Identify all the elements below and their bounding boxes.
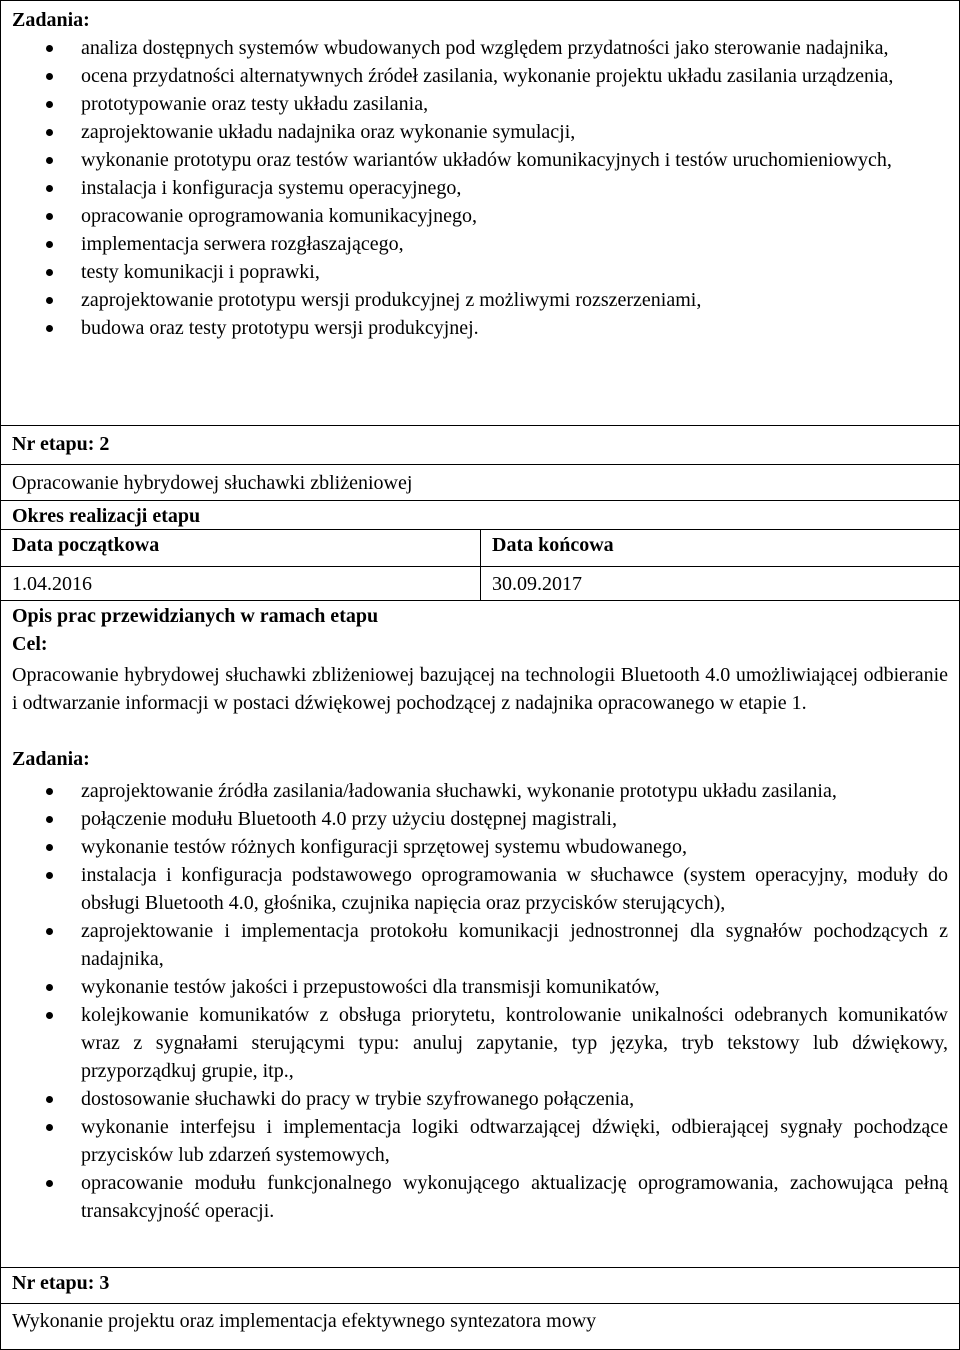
stage3-title-cell (0, 1303, 960, 1350)
list-item (12, 174, 948, 202)
stage1-tasks-heading: Zadania: (12, 9, 90, 31)
period-label: Okres realizacji etapu (12, 505, 201, 527)
stage2-title-cell (0, 464, 960, 501)
bullet-icon (46, 241, 53, 248)
stage3-number-cell (0, 1267, 960, 1304)
list-item (12, 118, 948, 146)
start-date-value-cell (0, 566, 481, 601)
list-item-text: instalacja i konfiguracja podstawowego oprogramowania w słuchawce (system operacyjny, moduły do obsługi Bluetooth 4.0, głośnika, czujnika napięcia oraz przycisków sterujących), (81, 864, 948, 914)
list-item-text: połączenie modułu Bluetooth 4.0 przy użyciu dostępnej magistrali, (81, 808, 617, 830)
list-item (12, 805, 948, 833)
start-date-value: 1.04.2016 (12, 573, 92, 595)
list-item (12, 1113, 948, 1169)
list-item (12, 1169, 948, 1225)
bullet-icon (46, 101, 53, 108)
stage2-description-cell (0, 600, 960, 1268)
bullet-icon (46, 984, 53, 991)
bullet-icon (46, 1180, 53, 1187)
list-item (12, 202, 948, 230)
list-item-text: opracowanie modułu funkcjonalnego wykonującego aktualizację oprogramowania, zachowująca pełną transakcyjność operacji. (81, 1172, 948, 1222)
list-item (12, 90, 948, 118)
list-item-text: wykonanie testów różnych konfiguracji sprzętowej systemu wbudowanego, (81, 836, 687, 858)
bullet-icon (46, 844, 53, 851)
end-date-value-cell (480, 566, 960, 601)
list-item-text: ocena przydatności alternatywnych źródeł zasilania, wykonanie projektu układu zasilania urządzenia, (81, 65, 894, 87)
start-date-label: Data początkowa (12, 534, 160, 556)
bullet-icon (46, 325, 53, 332)
list-item (12, 146, 948, 174)
bullet-icon (46, 213, 53, 220)
end-date-label: Data końcowa (492, 534, 614, 556)
goal-label: Cel: (12, 633, 48, 655)
list-item-text: wykonanie interfejsu i implementacja logiki odtwarzającej dźwięki, odbierającej sygnały pochodzące przycisków lub zdarzeń systemowych, (81, 1116, 948, 1166)
bullet-icon (46, 928, 53, 935)
list-item-text: kolejkowanie komunikatów z obsługa priorytetu, kontrolowanie unikalności odebranych komunikatów wraz z sygnałami sterującymi typu: anuluj zapytanie, typ języka, tryb tekstowy lub dźwiękowy, przyporządkuj grupie, itp., (81, 1004, 948, 1082)
list-item (12, 861, 948, 917)
bullet-icon (46, 872, 53, 879)
bullet-icon (46, 73, 53, 80)
list-item (12, 286, 948, 314)
end-date-value: 30.09.2017 (492, 573, 582, 595)
list-item-text: prototypowanie oraz testy układu zasilania, (81, 93, 429, 115)
list-item-text: zaprojektowanie układu nadajnika oraz wykonanie symulacji, (81, 121, 576, 143)
stage3-title: Wykonanie projektu oraz implementacja efektywnego syntezatora mowy (12, 1310, 597, 1332)
stage1-tasks-list (12, 34, 948, 342)
stage2-tasks-heading: Zadania: (12, 748, 90, 770)
bullet-icon (46, 297, 53, 304)
list-item (12, 34, 948, 62)
stage1-tasks-cell (0, 0, 960, 426)
list-item-text: wykonanie prototypu oraz testów wariantów układów komunikacyjnych i testów uruchomieniowych, (81, 149, 892, 171)
list-item-text: testy komunikacji i poprawki, (81, 261, 320, 283)
list-item-text: wykonanie testów jakości i przepustowości dla transmisji komunikatów, (81, 976, 660, 998)
list-item-text: zaprojektowanie i implementacja protokołu komunikacji jednostronnej dla sygnałów pochodzących z nadajnika, (81, 920, 948, 970)
bullet-icon (46, 45, 53, 52)
bullet-icon (46, 157, 53, 164)
bullet-icon (46, 788, 53, 795)
list-item-text: zaprojektowanie prototypu wersji produkcyjnej z możliwymi rozszerzeniami, (81, 289, 702, 311)
list-item (12, 314, 948, 342)
list-item-text: dostosowanie słuchawki do pracy w trybie szyfrowanego połączenia, (81, 1088, 635, 1110)
list-item (12, 62, 948, 90)
bullet-icon (46, 129, 53, 136)
list-item (12, 1001, 948, 1085)
bullet-icon (46, 1124, 53, 1131)
bullet-icon (46, 816, 53, 823)
list-item (12, 230, 948, 258)
description-heading: Opis prac przewidzianych w ramach etapu (12, 605, 379, 627)
bullet-icon (46, 185, 53, 192)
bullet-icon (46, 269, 53, 276)
list-item-text: opracowanie oprogramowania komunikacyjnego, (81, 205, 477, 227)
list-item (12, 973, 948, 1001)
start-date-header-cell (0, 529, 481, 567)
list-item-text: budowa oraz testy prototypu wersji produkcyjnej. (81, 317, 479, 339)
bullet-icon (46, 1012, 53, 1019)
stage2-title: Opracowanie hybrydowej słuchawki zbliżeniowej (12, 472, 413, 494)
list-item-text: implementacja serwera rozgłaszającego, (81, 233, 404, 255)
list-item (12, 917, 948, 973)
list-item-text: analiza dostępnych systemów wbudowanych pod względem przydatności jako sterowanie nadajnika, (81, 37, 889, 59)
end-date-header-cell (480, 529, 960, 567)
list-item (12, 777, 948, 805)
list-item (12, 1085, 948, 1113)
list-item-text: instalacja i konfiguracja systemu operacyjnego, (81, 177, 462, 199)
list-item-text: zaprojektowanie źródła zasilania/ładowania słuchawki, wykonanie prototypu układu zasilania, (81, 780, 837, 802)
goal-text: Opracowanie hybrydowej słuchawki zbliżeniowej bazującej na technologii Bluetooth 4.0 umożliwiającej odbieranie i odtwarzanie informacji w postaci dźwiękowej pochodzącej z nadajnika opracowanego w etapie 1. (12, 664, 948, 714)
bullet-icon (46, 1096, 53, 1103)
stage2-number: Nr etapu: 2 (12, 433, 110, 455)
period-label-cell (0, 500, 960, 530)
stage2-number-cell (0, 425, 960, 465)
stage3-number: Nr etapu: 3 (12, 1272, 110, 1294)
list-item (12, 833, 948, 861)
stage2-tasks-list (12, 777, 948, 1225)
list-item (12, 258, 948, 286)
